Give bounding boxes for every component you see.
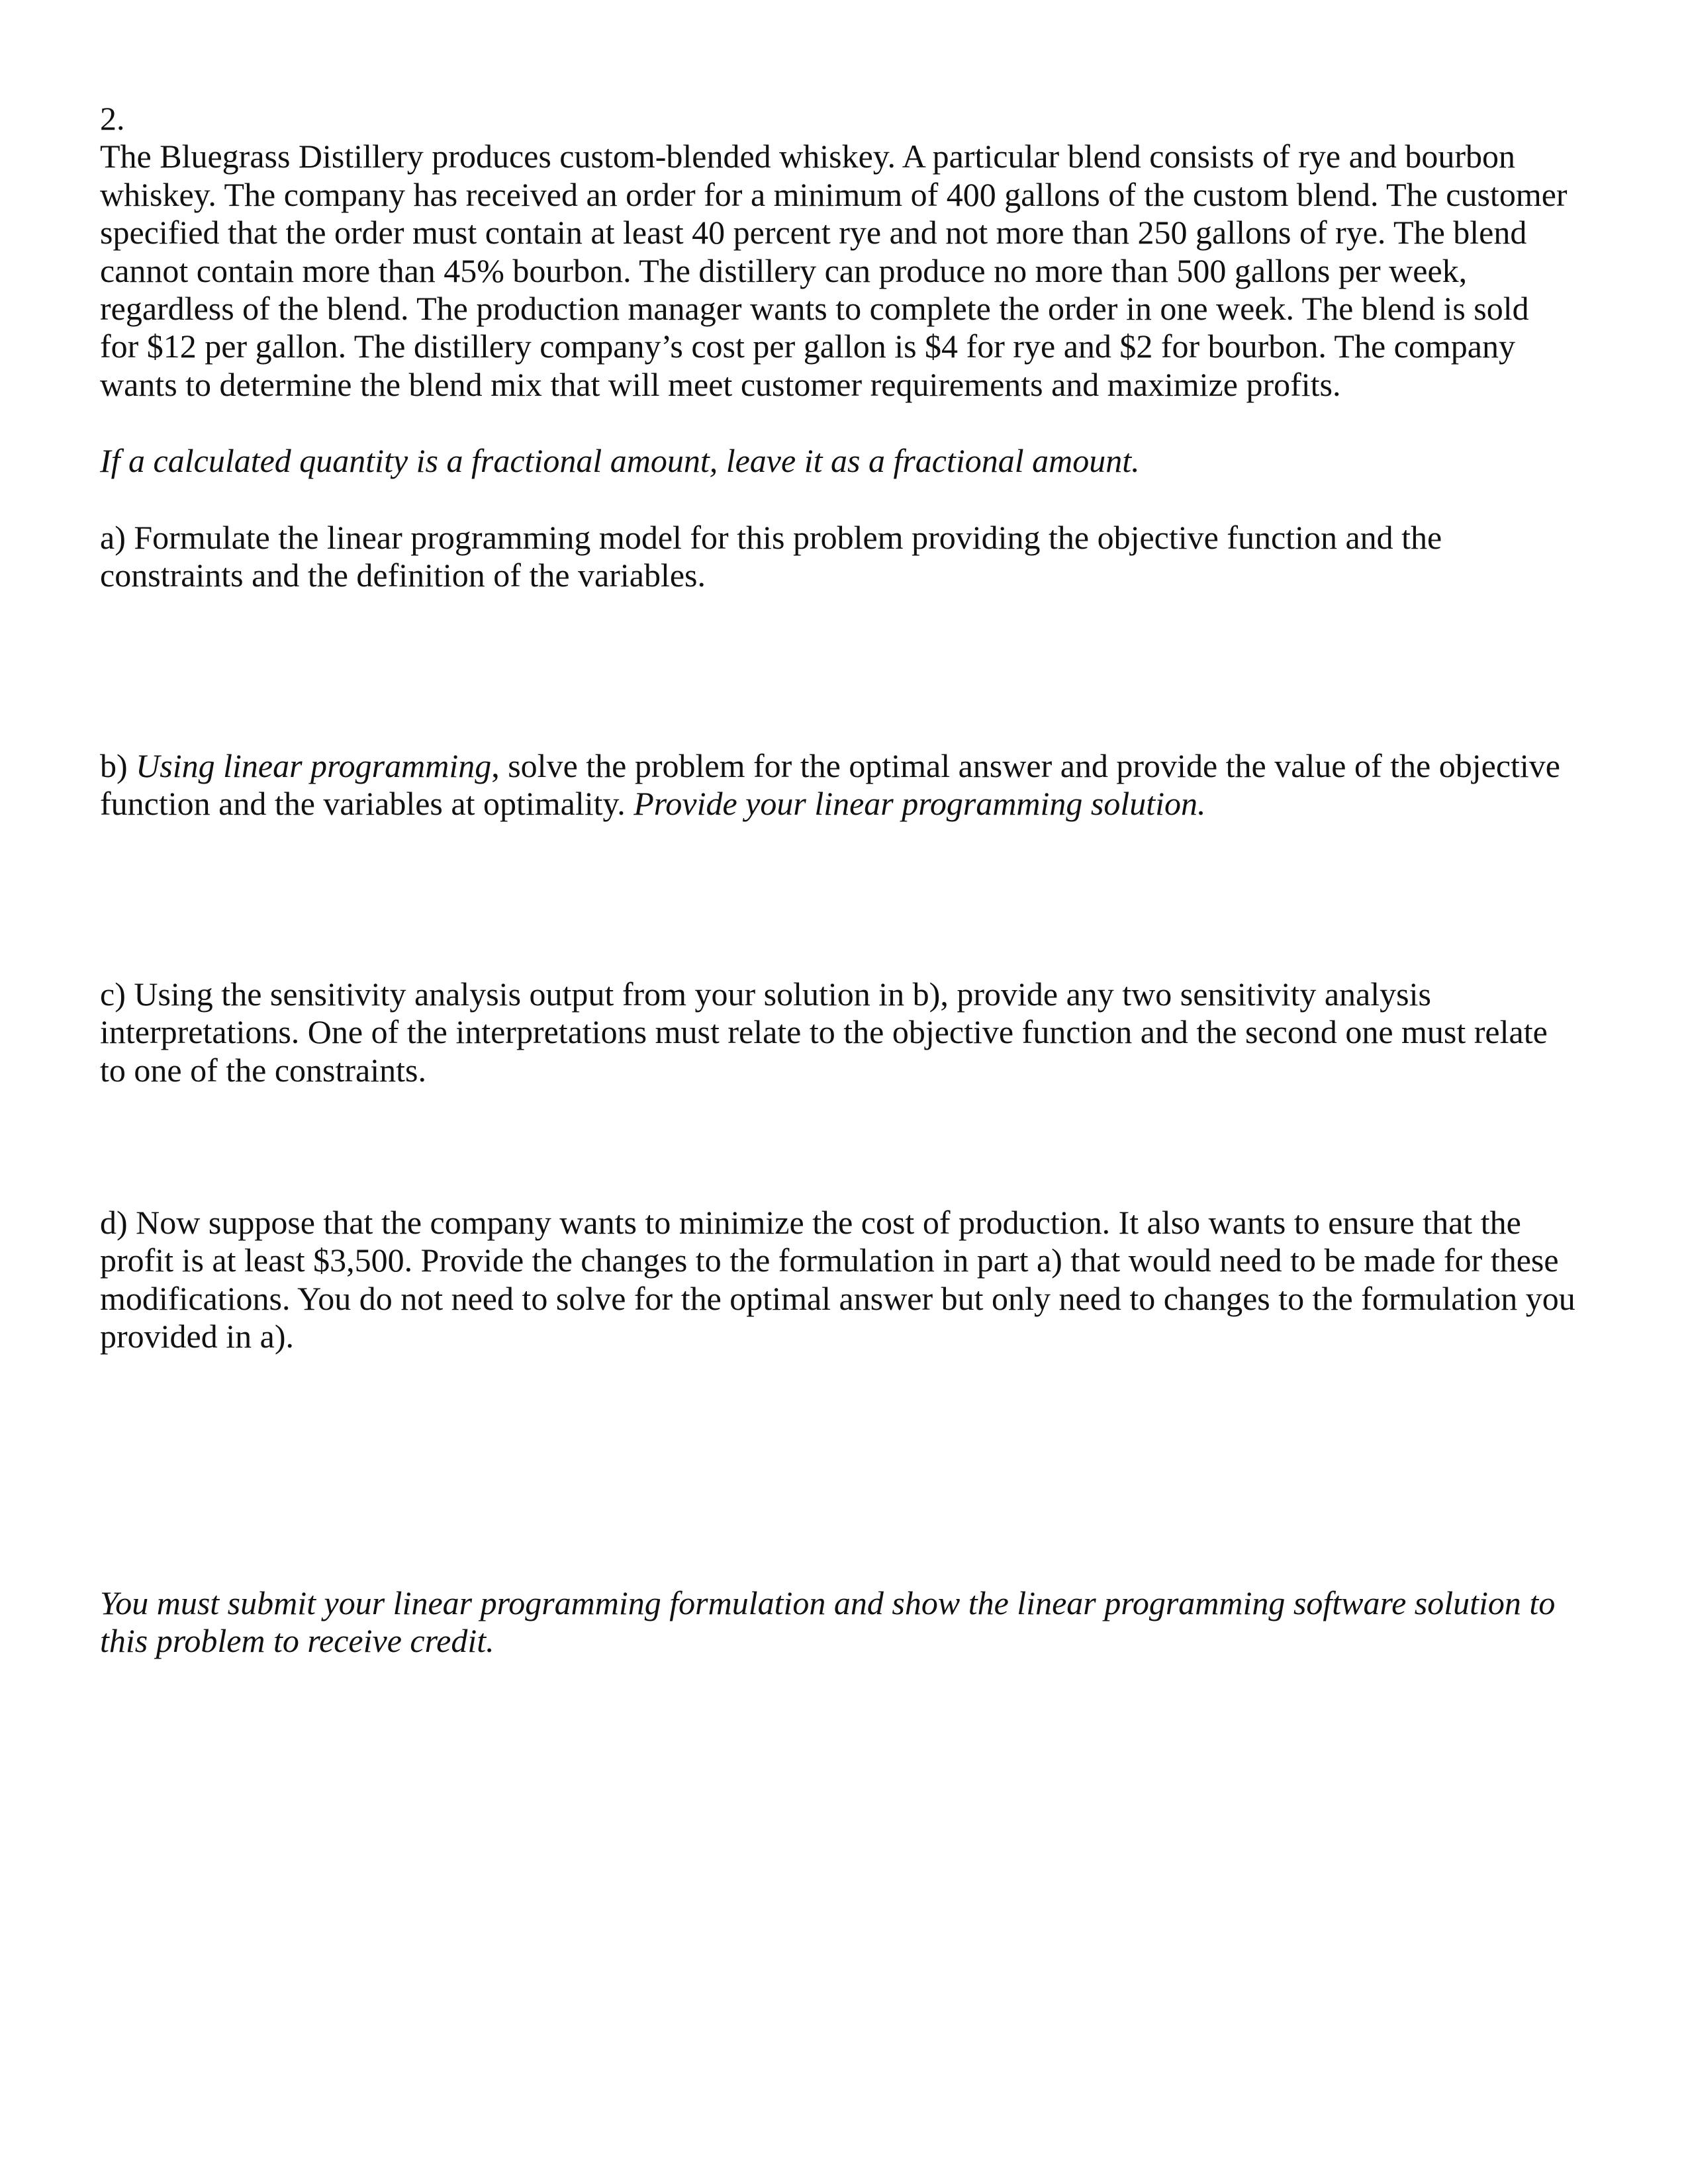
part-b-emphasis: Using linear programming xyxy=(136,747,492,784)
submission-line: this problem to receive credit. xyxy=(100,1622,494,1660)
fractional-instruction xyxy=(100,442,1596,480)
part-b-text: , solve the problem for the optimal answer and provide the value of the objective xyxy=(491,747,1560,784)
submission-line: You must submit your linear programming formulation and show the linear programming software solution to xyxy=(100,1584,1556,1621)
part-d-line: modifications. You do not need to solve for the optimal answer but only need to changes to the formulation you xyxy=(100,1279,1575,1317)
intro-line: regardless of the blend. The production manager wants to complete the order in one week. The blend is sold xyxy=(100,290,1529,328)
intro-line: The Bluegrass Distillery produces custom-blended whiskey. A particular blend consists of rye and bourbon xyxy=(100,138,1515,175)
instruction-text: If a calculated quantity is a fractional amount, leave it as a fractional amount. xyxy=(100,442,1140,479)
problem-number: 2. xyxy=(100,100,125,137)
part-d-line: d) Now suppose that the company wants to minimize the cost of production. It also wants to ensure that the xyxy=(100,1204,1521,1241)
part-b-prefix: b) xyxy=(100,747,136,784)
part-c-line: interpretations. One of the interpretations must relate to the objective function and the second one must relate xyxy=(100,1013,1548,1051)
intro-line: wants to determine the blend mix that will meet customer requirements and maximize profits. xyxy=(100,365,1341,403)
part-a xyxy=(100,519,1596,595)
part-c-line: c) Using the sensitivity analysis output from your solution in b), provide any two sensitivity analysis xyxy=(100,976,1431,1013)
problem-intro xyxy=(100,100,1596,404)
submission-note xyxy=(100,1584,1596,1661)
part-a-line: a) Formulate the linear programming model for this problem providing the objective function and the xyxy=(100,519,1442,556)
part-a-line: constraints and the definition of the variables. xyxy=(100,557,706,594)
part-c xyxy=(100,976,1596,1089)
part-d-line: provided in a). xyxy=(100,1318,294,1355)
intro-line: specified that the order must contain at least 40 percent rye and not more than 250 gallons of rye. The blend xyxy=(100,214,1527,251)
part-b-emphasis: Provide your linear programming solution. xyxy=(633,785,1206,823)
part-d xyxy=(100,1204,1596,1356)
part-b-text: function and the variables at optimality. xyxy=(100,785,634,823)
part-b xyxy=(100,747,1596,823)
part-c-line: to one of the constraints. xyxy=(100,1051,426,1089)
intro-line: for $12 per gallon. The distillery company’s cost per gallon is $4 for rye and $2 for bourbon. The company xyxy=(100,328,1515,365)
part-d-line: profit is at least $3,500. Provide the changes to the formulation in part a) that would need to be made for these xyxy=(100,1242,1559,1279)
intro-line: cannot contain more than 45% bourbon. The distillery can produce no more than 500 gallons per week, xyxy=(100,251,1468,289)
intro-line: whiskey. The company has received an order for a minimum of 400 gallons of the custom blend. The customer xyxy=(100,175,1568,213)
